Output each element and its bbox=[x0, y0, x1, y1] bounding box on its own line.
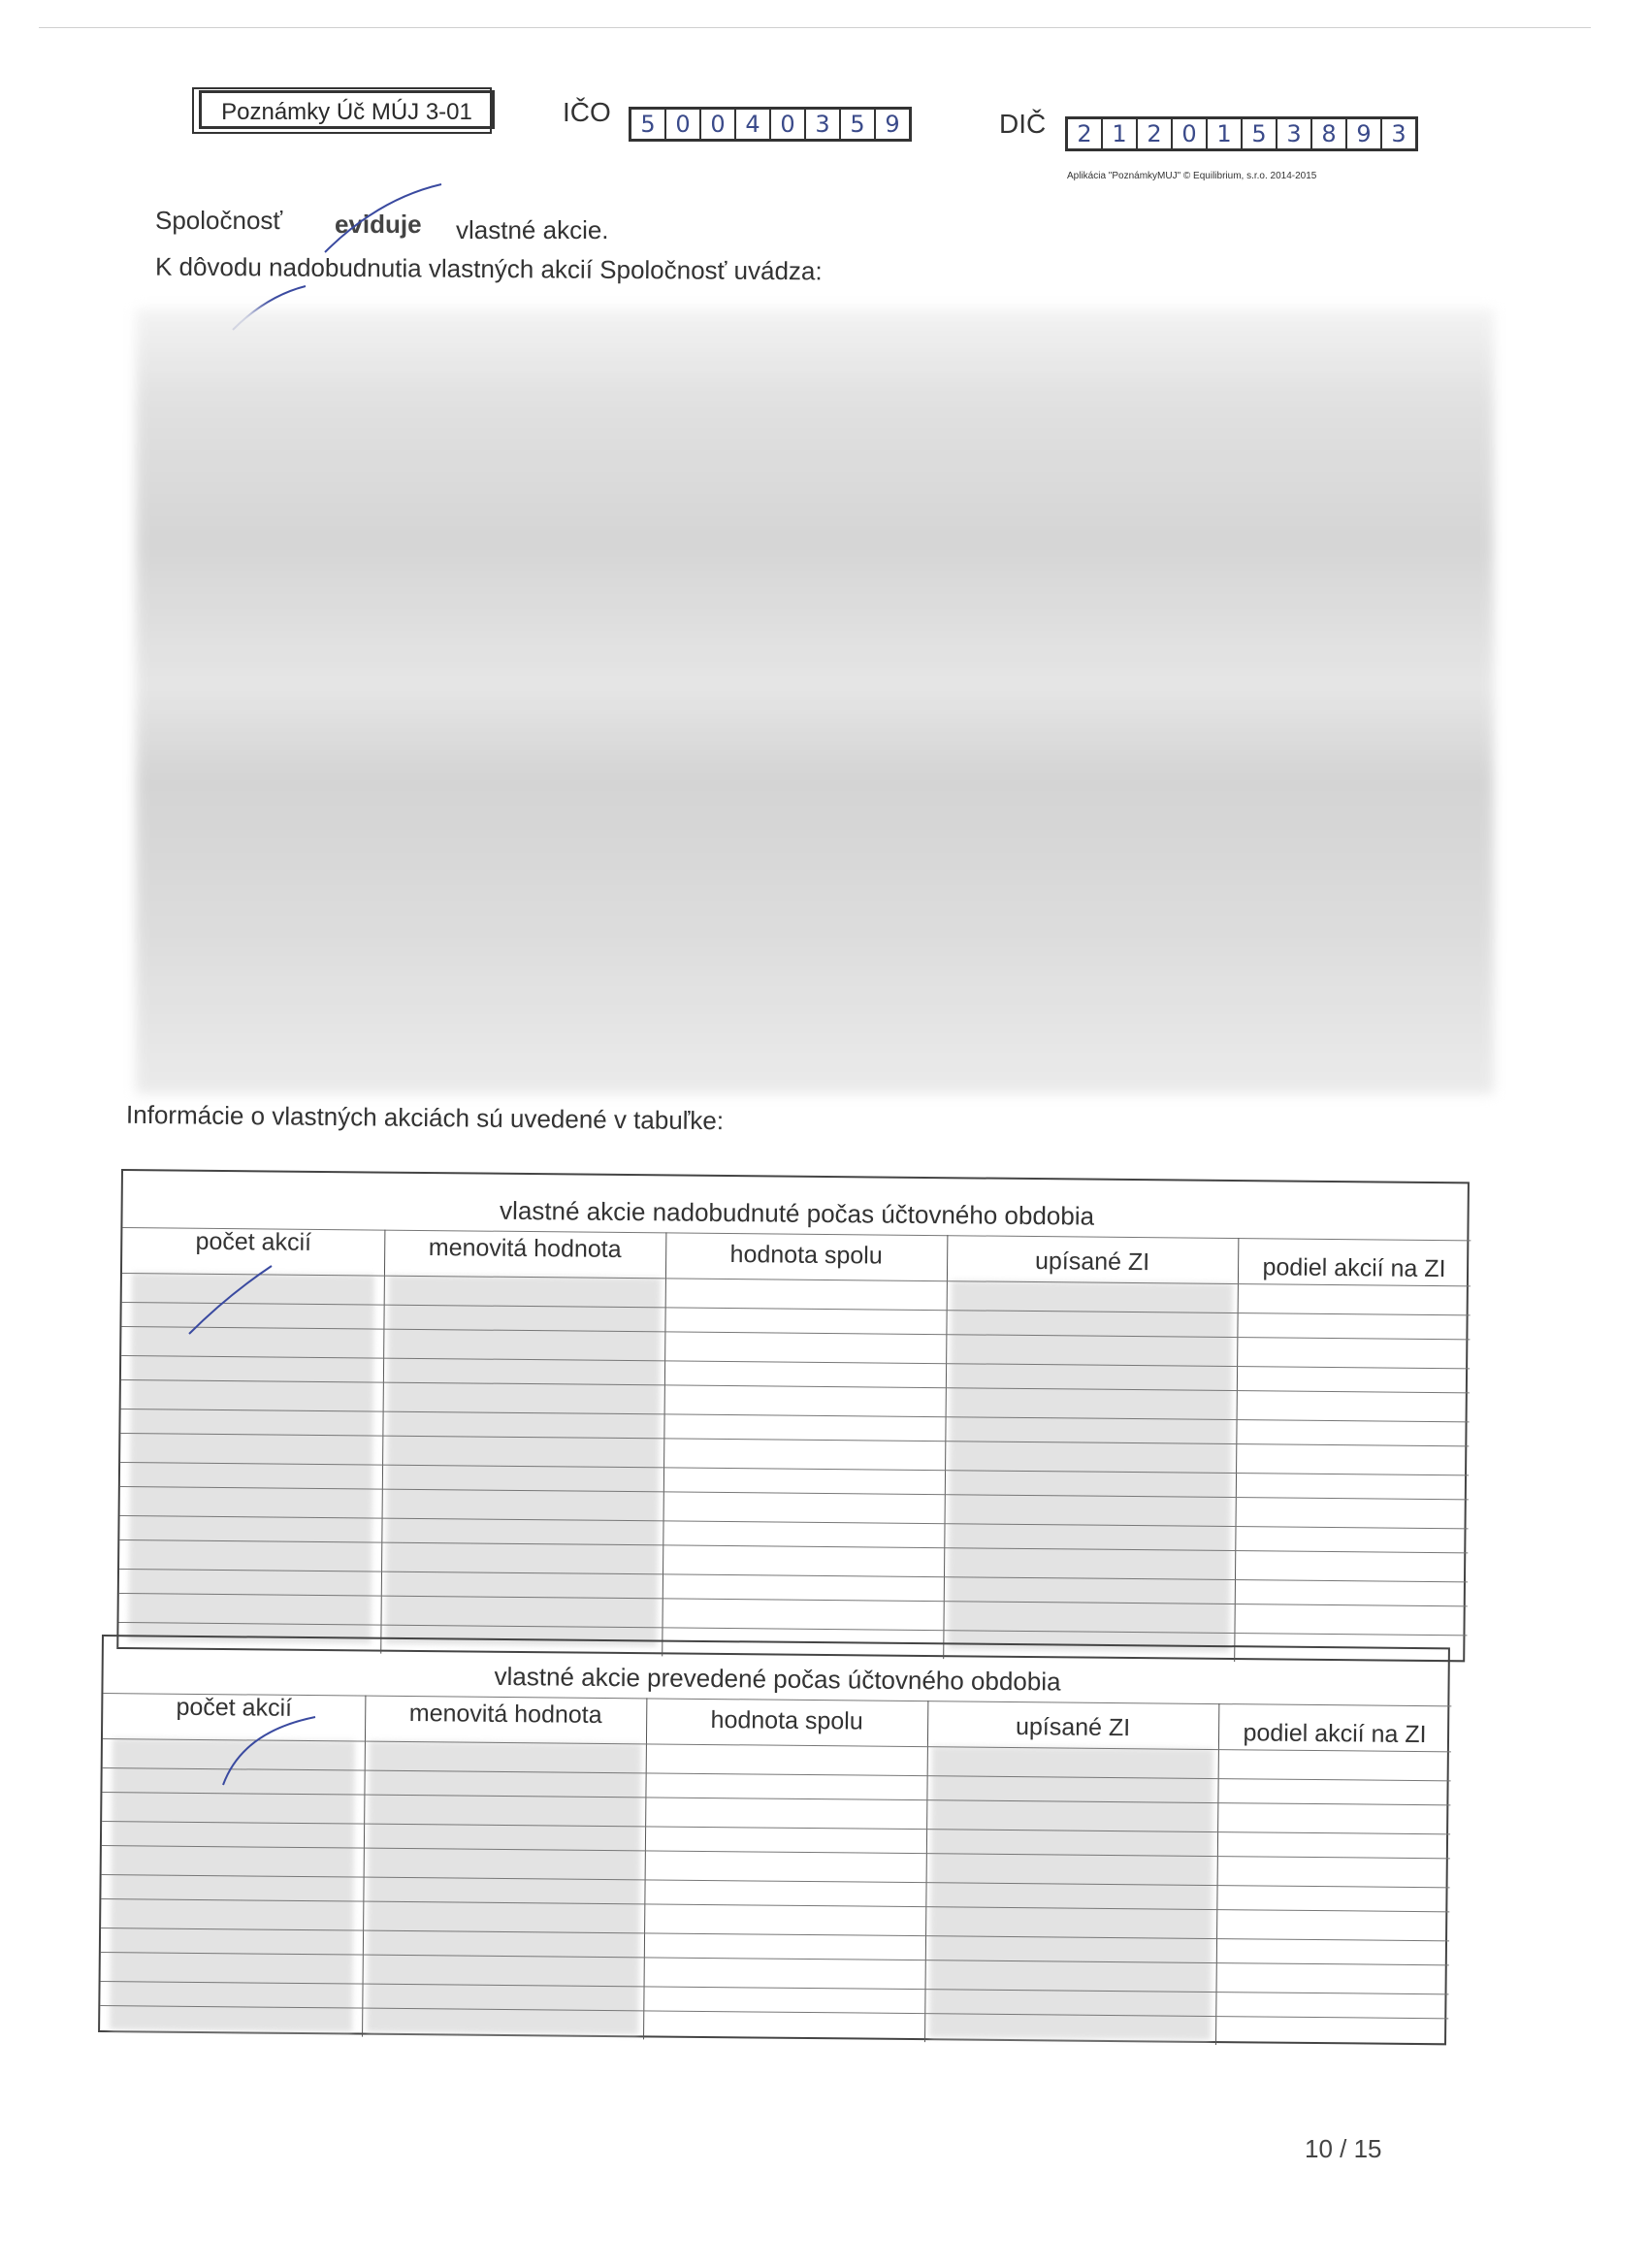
dic-digit: 3 bbox=[1391, 120, 1406, 147]
form-code: Poznámky Úč MÚJ 3-01 bbox=[199, 90, 495, 129]
statement-choice: eviduje bbox=[335, 210, 422, 239]
reason-label: K dôvodu nadobudnutia vlastných akcií Spoločnosť uvádza: bbox=[154, 251, 823, 286]
statement-suffix: vlastné akcie. bbox=[456, 215, 609, 244]
dic-digit: 0 bbox=[1173, 119, 1208, 148]
table-acquired bbox=[116, 1169, 1470, 1662]
col-header: počet akcií bbox=[195, 1227, 312, 1256]
dic-digit: 1 bbox=[1208, 119, 1243, 148]
statement-prefix: Spoločnosť bbox=[155, 206, 283, 235]
dic-digit: 2 bbox=[1068, 119, 1103, 148]
ico-digit: 5 bbox=[631, 110, 666, 139]
pen-tick-icon bbox=[218, 1712, 325, 1790]
col-header: podiel akcií na ZI bbox=[1243, 1719, 1427, 1749]
dic-digit: 9 bbox=[1347, 119, 1382, 148]
table-transferred bbox=[98, 1635, 1450, 2045]
dic-digit: 2 bbox=[1138, 119, 1173, 148]
dic-digit: 5 bbox=[1243, 119, 1277, 148]
table-caption: vlastné akcie nadobudnuté počas účtovného obdobia bbox=[499, 1195, 1095, 1231]
dic-digit: 1 bbox=[1103, 119, 1138, 148]
table-caption: vlastné akcie prevedené počas účtovného obdobia bbox=[494, 1661, 1061, 1697]
ico-digit: 0 bbox=[771, 110, 806, 139]
ico-digit: 9 bbox=[885, 111, 900, 138]
table-intro: Informácie o vlastných akciách sú uvedené v tabuľke: bbox=[125, 1099, 725, 1136]
ico-digit: 0 bbox=[666, 110, 701, 139]
pen-tick-icon bbox=[184, 1261, 281, 1339]
ico-digit: 5 bbox=[841, 110, 876, 139]
top-rule bbox=[39, 27, 1591, 28]
dic-boxes bbox=[1065, 116, 1418, 151]
col-header: upísané ZI bbox=[1015, 1713, 1131, 1742]
col-header: hodnota spolu bbox=[729, 1241, 883, 1270]
ico-label: IČO bbox=[563, 97, 611, 127]
dic-digit: 8 bbox=[1312, 119, 1347, 148]
pen-tick-icon bbox=[320, 179, 456, 257]
col-header: hodnota spolu bbox=[710, 1706, 863, 1735]
col-header: menovitá hodnota bbox=[408, 1700, 602, 1729]
ico-digit: 0 bbox=[701, 110, 736, 139]
redacted-reason-area bbox=[136, 308, 1494, 1094]
col-header: podiel akcií na ZI bbox=[1262, 1253, 1446, 1283]
ico-boxes bbox=[629, 107, 912, 142]
dic-digit: 3 bbox=[1277, 119, 1312, 148]
app-note: Aplikácia "PoznámkyMUJ" © Equilibrium, s.r.o. 2014-2015 bbox=[1067, 171, 1317, 181]
col-header: upísané ZI bbox=[1034, 1247, 1150, 1277]
page-number: 10 / 15 bbox=[1305, 2134, 1382, 2163]
dic-label: DIČ bbox=[999, 109, 1047, 139]
col-header: menovitá hodnota bbox=[428, 1234, 622, 1263]
ico-digit: 4 bbox=[736, 110, 771, 139]
col-header: počet akcií bbox=[176, 1693, 293, 1722]
ico-digit: 3 bbox=[806, 110, 841, 139]
